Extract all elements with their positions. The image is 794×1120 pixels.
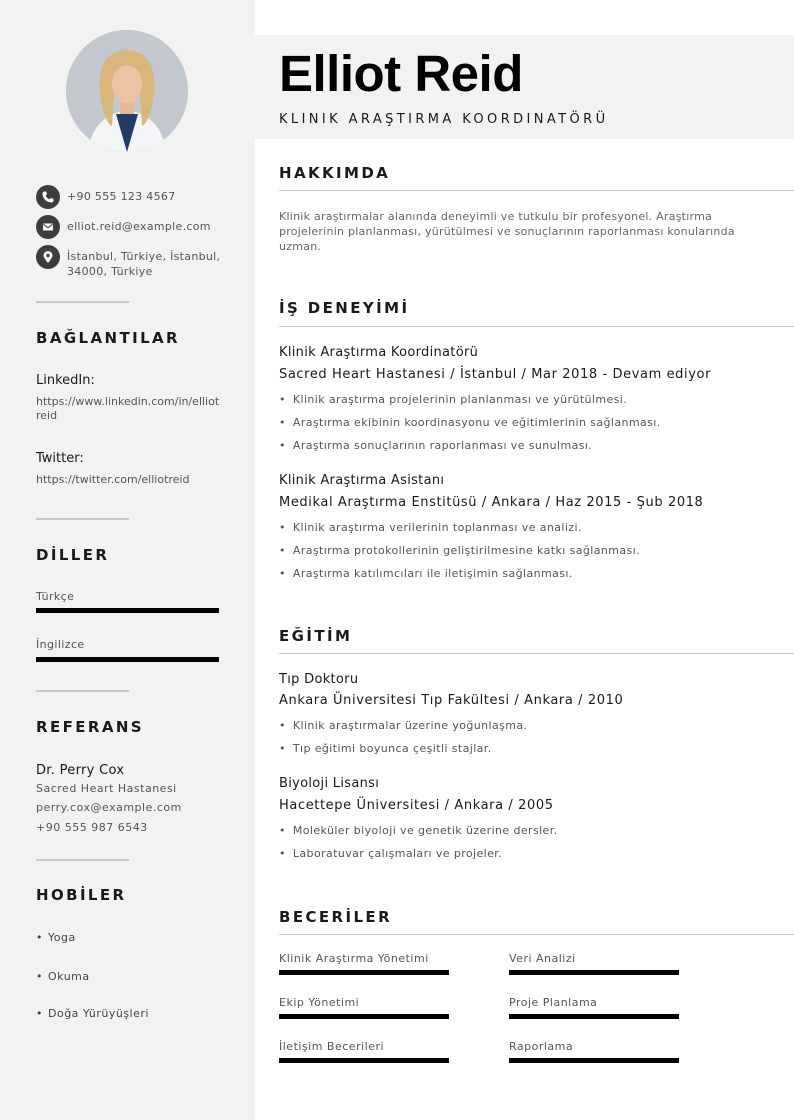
hobby-item: • Okuma <box>36 970 90 983</box>
job-bullet: • Araştırma protokollerinin geliştirilmesine katkı sağlanması. <box>279 544 640 557</box>
skill-name: Klinik Araştırma Yönetimi <box>279 952 429 965</box>
hobby-item: • Yoga <box>36 931 76 944</box>
job-employer-line: Sacred Heart Hastanesi / İstanbul / Mar 2018 - Devam ediyor <box>279 367 712 382</box>
skill-name: Ekip Yönetimi <box>279 996 360 1009</box>
sidebar-divider <box>36 518 129 520</box>
languages-heading: DİLLER <box>36 546 110 564</box>
education-heading: EĞİTİM <box>279 627 353 645</box>
section-rule <box>279 934 794 935</box>
language-level-bar <box>36 657 219 662</box>
about-text: Klinik araştırmalar alanında deneyimli ve tutkulu bir profesyonel. Araştırma projelerinin planlanması, yürütülmesi ve sonuçlarının raporlanması konularında uzman. <box>279 210 735 253</box>
profile-photo-image <box>66 30 188 152</box>
section-rule <box>279 326 794 327</box>
reference-org: Sacred Heart Hastanesi <box>36 782 177 795</box>
skill-level-bar <box>509 1058 679 1063</box>
sidebar-divider <box>36 859 129 861</box>
education-degree: Tıp Doktoru <box>279 672 359 687</box>
education-bullet: • Klinik araştırmalar üzerine yoğunlaşma. <box>279 719 527 732</box>
job-bullet: • Araştırma sonuçlarının raporlanması ve sunulması. <box>279 439 592 452</box>
language-name: İngilizce <box>36 638 85 651</box>
job-title: KLINIK ARAŞTIRMA KOORDINATÖRÜ <box>279 112 609 127</box>
reference-heading: REFERANS <box>36 718 145 736</box>
reference-phone: +90 555 987 6543 <box>36 821 148 834</box>
about-heading: HAKKIMDA <box>279 164 391 182</box>
education-bullet: • Moleküler biyoloji ve genetik üzerine dersler. <box>279 824 558 837</box>
skill-name: Veri Analizi <box>509 952 576 965</box>
mail-icon <box>36 215 60 239</box>
reference-email[interactable]: perry.cox@example.com <box>36 801 182 814</box>
skill-level-bar <box>279 970 449 975</box>
job-bullet: • Klinik araştırma verilerinin toplanması ve analizi. <box>279 521 582 534</box>
sidebar-divider <box>36 690 129 692</box>
section-rule <box>279 190 794 191</box>
twitter-url[interactable]: https://twitter.com/elliotreid <box>36 473 190 486</box>
skill-level-bar <box>509 1014 679 1019</box>
skill-name: Raporlama <box>509 1040 574 1053</box>
phone-icon <box>36 185 60 209</box>
job-role: Klinik Araştırma Asistanı <box>279 473 445 488</box>
reference-name: Dr. Perry Cox <box>36 763 125 778</box>
experience-heading: İŞ DENEYİMİ <box>279 299 410 317</box>
skill-level-bar <box>279 1058 449 1063</box>
location-pin-icon <box>36 245 60 269</box>
full-name: Elliot Reid <box>279 45 523 102</box>
hobbies-heading: HOBİLER <box>36 886 127 904</box>
job-bullet: • Klinik araştırma projelerinin planlanması ve yürütülmesi. <box>279 393 627 406</box>
phone-text: +90 555 123 4567 <box>67 190 176 203</box>
profile-photo <box>66 30 188 152</box>
hobby-item: • Doğa Yürüyüşleri <box>36 1007 149 1020</box>
education-school-line: Ankara Üniversitesi Tıp Fakültesi / Ankara / 2010 <box>279 693 624 708</box>
email-text[interactable]: elliot.reid@example.com <box>67 220 211 233</box>
job-bullet: • Araştırma katılımcıları ile iletişimin sağlanması. <box>279 567 573 580</box>
education-bullet: • Laboratuvar çalışmaları ve projeler. <box>279 847 502 860</box>
skill-name: İletişim Becerileri <box>279 1040 385 1053</box>
job-employer-line: Medikal Araştırma Enstitüsü / Ankara / Haz 2015 - Şub 2018 <box>279 495 704 510</box>
main-content <box>255 0 794 1120</box>
education-degree: Biyoloji Lisansı <box>279 776 380 791</box>
section-rule <box>279 653 794 654</box>
contact-address <box>36 245 227 279</box>
linkedin-label: LinkedIn: <box>36 373 95 388</box>
sidebar <box>0 0 255 1120</box>
language-name: Türkçe <box>36 590 75 603</box>
contact-phone <box>36 185 227 209</box>
job-role: Klinik Araştırma Koordinatörü <box>279 345 479 360</box>
links-heading: BAĞLANTILAR <box>36 329 181 347</box>
linkedin-url[interactable]: https://www.linkedin.com/in/elliotreid <box>36 395 220 422</box>
job-bullet: • Araştırma ekibinin koordinasyonu ve eğitimlerinin sağlanması. <box>279 416 661 429</box>
skills-heading: BECERİLER <box>279 908 393 926</box>
skill-level-bar <box>279 1014 449 1019</box>
contact-email <box>36 215 227 239</box>
education-bullet: • Tıp eğitimi boyunca çeşitli stajlar. <box>279 742 492 755</box>
skill-level-bar <box>509 970 679 975</box>
sidebar-divider <box>36 301 129 303</box>
language-level-bar <box>36 608 219 613</box>
education-school-line: Hacettepe Üniversitesi / Ankara / 2005 <box>279 798 554 813</box>
skill-name: Proje Planlama <box>509 996 598 1009</box>
twitter-label: Twitter: <box>36 451 84 466</box>
address-text: İstanbul, Türkiye, İstanbul, 34000, Türkiye <box>67 250 221 278</box>
